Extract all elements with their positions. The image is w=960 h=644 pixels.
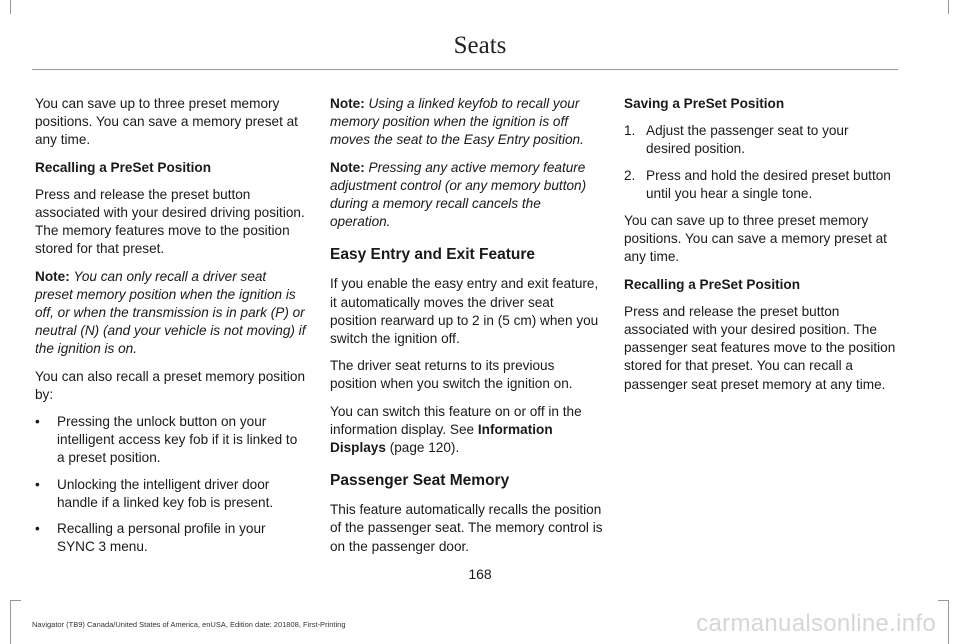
list-item-text: Press and hold the desired preset button until you hear a single tone. [646, 167, 891, 201]
paragraph: You can also recall a preset memory position by: [35, 368, 306, 402]
paragraph: You can save up to three preset memory positions. You can save a memory preset at any time. [35, 96, 298, 148]
paragraph: If you enable the easy entry and exit feature, it automatically moves the driver seat position rearward up to 2 in (5 cm) when you switch the ignition off. [330, 276, 599, 347]
crop-mark-bottom-right [938, 600, 949, 644]
list-item-text: Adjust the passenger seat to your desired position. [646, 123, 849, 157]
list-item [624, 167, 896, 203]
crop-mark-top-left [10, 0, 11, 14]
paragraph [330, 403, 603, 458]
cross-reference-link[interactable]: Information Displays [330, 421, 553, 456]
paragraph: This feature automatically recalls the position of the passenger seat. The memory control is on the passenger door. [330, 502, 603, 554]
section-heading: Recalling a PreSet Position [624, 276, 801, 292]
paragraph-text: (page 120). [385, 440, 460, 456]
paragraph: The driver seat returns to its previous position when you switch the ignition on. [330, 358, 573, 392]
bullet-marker: • [35, 521, 40, 537]
note-label: Note: [330, 96, 365, 111]
section-heading: Passenger Seat Memory [330, 472, 510, 490]
list-item [624, 122, 896, 158]
section-heading: Easy Entry and Exit Feature [330, 246, 536, 264]
note [330, 159, 603, 232]
bullet-marker: • [35, 476, 40, 492]
step-number: 1. [624, 123, 636, 139]
paragraph: You can save up to three preset memory positions. You can save a memory preset at any time. [624, 213, 887, 265]
note-label: Note: [330, 159, 365, 175]
list-item [35, 476, 307, 512]
column-left [35, 95, 307, 565]
bullet-marker: • [35, 414, 40, 430]
bullet-list [35, 413, 307, 556]
crop-mark-top-right [948, 0, 949, 14]
column-middle [330, 95, 603, 565]
crop-mark-bottom-left [10, 600, 21, 644]
numbered-list [624, 122, 896, 203]
paragraph: Press and release the preset button associated with your desired position. The passenger seat features move to the position stored for that preset. You can recall a passenger seat preset memory at any time. [624, 303, 896, 392]
header-divider [32, 69, 898, 70]
note-text: Using a linked keyfob to recall your memory position when the ignition is off moves the seat to the Easy Entry position. [330, 96, 584, 148]
page-title: Seats [453, 32, 507, 59]
list-item [35, 413, 307, 468]
list-item [35, 520, 307, 556]
section-heading: Recalling a PreSet Position [35, 159, 212, 175]
step-number: 2. [624, 167, 636, 183]
note [330, 95, 603, 150]
page-number: 168 [468, 566, 492, 582]
watermark: carmanualsonline.info [696, 610, 936, 637]
list-item-text: Pressing the unlock button on your intelligent access key fob if it is linked to a preset position. [57, 414, 298, 466]
note-text: Pressing any active memory feature adjustment control (or any memory button) during a memory recall cancels the operation. [330, 159, 587, 230]
list-item-text: Unlocking the intelligent driver door handle if a linked key fob is present. [57, 476, 274, 510]
paragraph: Press and release the preset button associated with your desired driving position. The memory features move to the position stored for that preset. [35, 186, 305, 257]
column-right [624, 95, 896, 403]
note-label: Note: [35, 268, 70, 284]
edition-footer: Navigator (TB9) Canada/United States of America, enUSA, Edition date: 201808, First-Printing [32, 620, 346, 629]
note [35, 268, 307, 359]
paragraph-text: You can switch this feature on or off in the information display. See [330, 403, 582, 437]
list-item-text: Recalling a personal profile in your SYNC 3 menu. [57, 521, 266, 555]
note-text: You can only recall a driver seat preset memory position when the ignition is off, or when the transmission is in park (P) or neutral (N) (and your vehicle is not moving) if the ignition is on. [35, 268, 306, 357]
section-heading: Saving a PreSet Position [624, 96, 785, 111]
